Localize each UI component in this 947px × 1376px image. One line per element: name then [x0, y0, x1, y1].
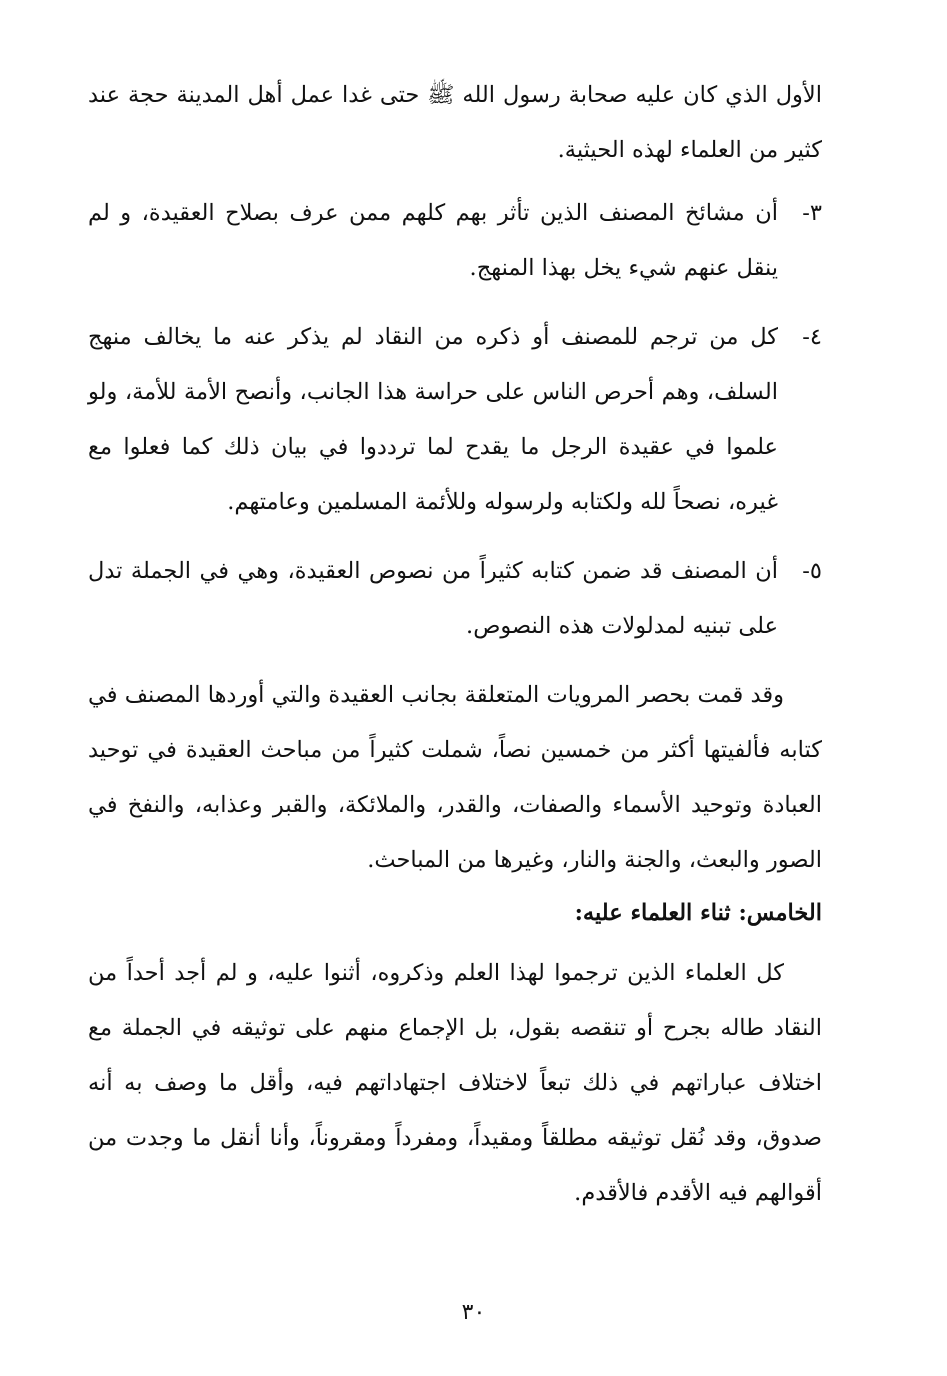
list-number: ٣-	[802, 200, 822, 226]
section-heading: الخامس: ثناء العلماء عليه:	[574, 900, 822, 926]
list-text: كل من ترجم للمصنف أو ذكره من النقاد لم يذكر عنه ما يخالف منهج السلف، وهم أحرص الناس على حراسة هذا الجانب، وأنصح الأمة للأمة، ولو علموا في عقيدة الرجل ما يقدح لما ترددوا في بيان ذلك كما فعلوا مع غيره، نصحاً لله ولكتابه ولرسوله وللأئمة المسلمين وعامتهم.	[88, 324, 778, 515]
continuation-paragraph: الأول الذي كان عليه صحابة رسول الله ﷺ حتى غدا عمل أهل المدينة حجة عند كثير من العلماء لهذه الحيثية.	[88, 82, 822, 163]
body-paragraph-praise: كل العلماء الذين ترجموا لهذا العلم وذكروه، أثنوا عليه، و لم أجد أحداً من النقاد طاله بجرح أو تنقصه بقول، بل الإجماع منهم على توثيقه في الجملة مع اختلاف عباراتهم في ذلك تبعاً لاختلاف اجتهاداتهم فيه، وأقل ما وصف به أنه صدوق، وقد نُقل توثيقه مطلقاً ومقيداً، ومفرداً ومقروناً، وأنا أنقل ما وجدت من أقوالهم فيه الأقدم فالأقدم.	[88, 960, 822, 1206]
list-text: أن مشائخ المصنف الذين تأثر بهم كلهم ممن عرف بصلاح العقيدة، و لم ينقل عنهم شيء يخل بهذا المنهج.	[88, 200, 778, 281]
list-number: ٤-	[802, 324, 822, 350]
list-item-4	[88, 310, 822, 530]
body-paragraph-collection: وقد قمت بحصر المرويات المتعلقة بجانب العقيدة والتي أوردها المصنف في كتابه فألفيتها أكثر من خمسين نصاً، شملت كثيراً من مباحث العقيدة في توحيد العبادة وتوحيد الأسماء والصفات، والقدر، والملائكة، والقبر وعذابه، والنفخ في الصور والبعث، والجنة والنار، وغيرها من المباحث.	[88, 682, 822, 873]
page-number: ٣٠	[461, 1300, 486, 1325]
list-number: ٥-	[802, 558, 822, 584]
list-text: أن المصنف قد ضمن كتابه كثيراً من نصوص العقيدة، وهي في الجملة تدل على تبنيه لمدلولات هذه النصوص.	[88, 558, 778, 639]
list-item-5	[88, 544, 822, 654]
list-item-3	[88, 186, 822, 296]
